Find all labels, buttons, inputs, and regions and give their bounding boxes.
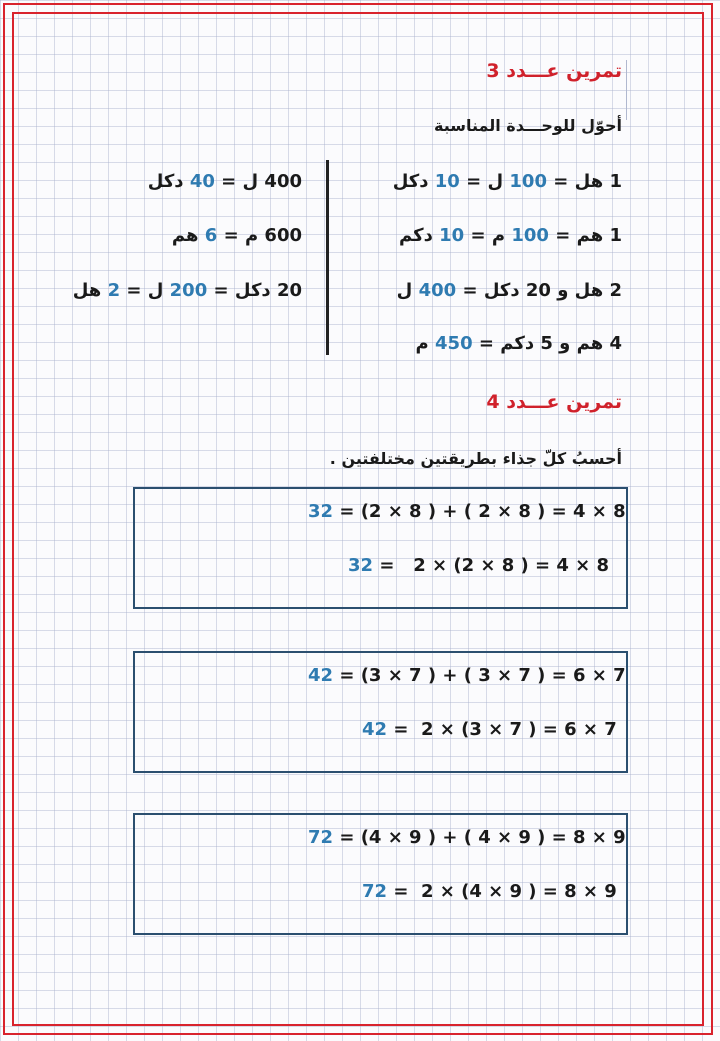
unit-label: دكل <box>147 171 184 192</box>
conversion-row-7 <box>73 278 302 304</box>
expression: = 4 × 8 <box>535 555 610 576</box>
conversion-row-6 <box>172 223 302 249</box>
exercise-3-instruction: أحوّل للوحـــدة المناسبة <box>434 116 622 135</box>
partial-product: (4 × 9 ) <box>360 827 437 848</box>
answer-value: 6 <box>204 225 218 246</box>
calc-line-method-2: 42 = 2 × (3 × 7 ) = 6 × 7 <box>362 719 617 740</box>
partial-product: (3 × 7 ) <box>360 665 437 686</box>
unit-label: ل <box>396 280 413 301</box>
column-divider <box>326 160 329 355</box>
conversion-given: 1 هم <box>576 225 622 246</box>
unit-label: م <box>415 333 429 354</box>
conversion-given: 400 ل <box>242 171 302 192</box>
partial-product: (3 × 7 ) <box>461 719 537 740</box>
exercise-4-instruction: أحسبُ كلّ جذاء بطريقتين مختلفتين . <box>329 449 622 468</box>
conversion-row-3 <box>397 278 622 304</box>
result-value: 72 <box>362 881 388 902</box>
partial-product: ( 2 × 8 ) <box>463 501 546 522</box>
partial-product: ( 3 × 7 ) <box>463 665 546 686</box>
equals-sign: = <box>466 171 482 192</box>
unit-label: دكم <box>399 225 433 246</box>
conversion-row-4 <box>416 331 622 357</box>
unit-label: م <box>491 225 506 246</box>
calc-line-method-1: 32 = (2 × 8 ) + ( 2 × 8 ) = 4 × 8 <box>308 501 626 522</box>
result-value: 42 <box>362 719 388 740</box>
unit-label: ل <box>147 280 164 301</box>
answer-value: 200 <box>169 280 208 301</box>
answer-value: 100 <box>509 171 547 192</box>
conversion-row-2 <box>399 223 622 249</box>
result-value: 42 <box>308 665 334 686</box>
calc-line-method-2: 32 = 2 × (2 × 8 ) = 4 × 8 <box>348 555 610 576</box>
result-value: 32 <box>308 501 334 522</box>
calc-line-method-2: 72 = 2 × (4 × 9 ) = 8 × 9 <box>362 881 617 902</box>
calc-line-method-1: 72 = (4 × 9 ) + ( 4 × 9 ) = 8 × 9 <box>308 827 626 848</box>
answer-value: 400 <box>418 280 457 301</box>
equals-sign: = <box>126 280 142 301</box>
equals-sign: = <box>470 225 486 246</box>
equals-sign: = <box>462 280 478 301</box>
equals-sign: = <box>478 333 494 354</box>
margin-line <box>626 60 627 120</box>
result-value: 72 <box>308 827 334 848</box>
result-value: 32 <box>348 555 374 576</box>
unit-label: دكل <box>392 171 429 192</box>
expression: = 6 × 7 <box>551 665 626 686</box>
multiplier: 2 × <box>413 555 448 576</box>
equals-sign: = <box>213 280 229 301</box>
conversion-row-1 <box>393 169 622 195</box>
partial-product: ( 4 × 9 ) <box>463 827 546 848</box>
conversion-given: 4 هم و 5 دكم <box>500 333 622 354</box>
answer-value: 10 <box>439 225 465 246</box>
multiplier: 2 × <box>420 719 455 740</box>
partial-product: (2 × 8 ) <box>453 555 529 576</box>
conversion-given: 2 هل و 20 دكل <box>483 280 622 301</box>
conversion-row-5 <box>148 169 302 195</box>
exercise-4-title: تمرين عـــدد 4 <box>486 391 622 413</box>
equals-sign: = <box>221 171 237 192</box>
partial-product: (2 × 8 ) <box>360 501 437 522</box>
expression: = 6 × 7 <box>542 719 617 740</box>
expression: = 8 × 9 <box>551 827 626 848</box>
equals-sign: = <box>555 225 571 246</box>
partial-product: (4 × 9 ) <box>461 881 537 902</box>
answer-value: 100 <box>511 225 549 246</box>
unit-label: هل <box>72 280 102 301</box>
answer-value: 10 <box>434 171 460 192</box>
answer-value: 40 <box>189 171 215 192</box>
answer-value: 2 <box>107 280 121 301</box>
exercise-3-title: تمرين عـــدد 3 <box>486 60 622 82</box>
conversion-given: 20 دكل <box>234 280 302 301</box>
expression: = 8 × 9 <box>542 881 617 902</box>
unit-label: ل <box>487 171 504 192</box>
calc-line-method-1: 42 = (3 × 7 ) + ( 3 × 7 ) = 6 × 7 <box>308 665 626 686</box>
equals-sign: = <box>223 225 239 246</box>
expression: = 4 × 8 <box>551 501 626 522</box>
conversion-given: 1 هل <box>574 171 622 192</box>
multiplier: 2 × <box>420 881 455 902</box>
conversion-given: 600 م <box>244 225 302 246</box>
answer-value: 450 <box>435 333 473 354</box>
equals-sign: = <box>553 171 569 192</box>
unit-label: هم <box>171 225 199 246</box>
